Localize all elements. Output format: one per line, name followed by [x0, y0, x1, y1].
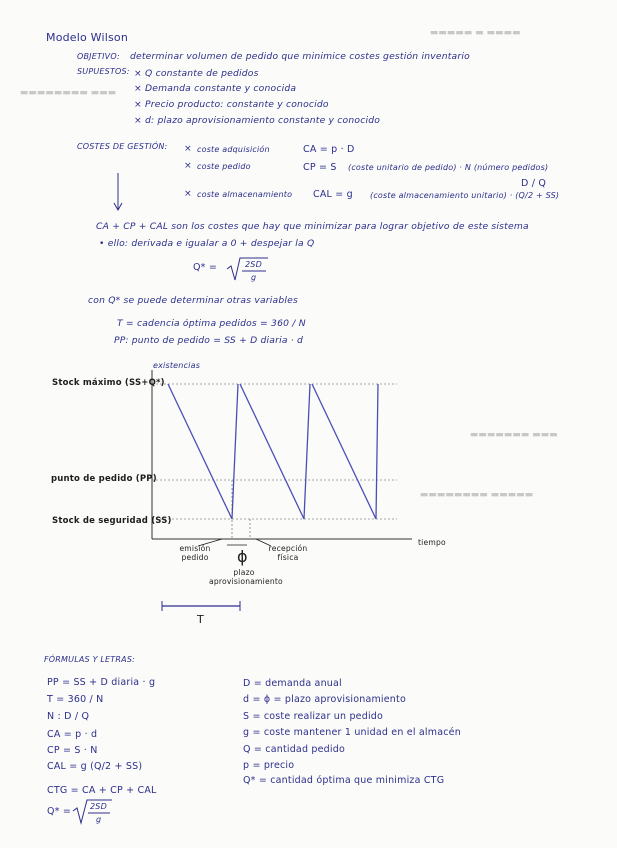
otras-T: T = cadencia óptima pedidos = 360 / N — [117, 318, 306, 329]
recepcion-label: recepción física — [268, 544, 308, 562]
formula-right: S = coste realizar un pedido — [243, 711, 384, 722]
plazo-label: plazo aprovisionamiento — [209, 568, 283, 586]
coste-note: (coste unitario de pedido) · N (número pedidos) — [348, 163, 549, 172]
supuesto-item: × Precio producto: constante y conocido — [134, 99, 329, 110]
formula-left: T = 360 / N — [47, 694, 104, 705]
supuesto-item: × Demanda constante y conocida — [134, 83, 297, 94]
consumption-line — [312, 384, 376, 519]
formula-left: N : D / Q — [47, 711, 90, 722]
coste-note: (coste almacenamiento unitario) · (Q/2 + SS) — [370, 191, 560, 200]
formula-right: d = ϕ = plazo aprovisionamiento — [243, 694, 406, 705]
bleed-through-mark: ▬▬▬ ▬▬▬▬▬▬▬▬ — [20, 88, 117, 98]
formula-right: g = coste mantener 1 unidad en el almacén — [243, 727, 461, 738]
qstar-den: g — [251, 273, 257, 282]
coste-bullet: × — [184, 160, 192, 171]
coste-bullet: × — [184, 188, 192, 199]
y-level-label: Stock de seguridad (SS) — [52, 516, 172, 526]
formulas-header: FÓRMULAS Y LETRAS: — [44, 655, 135, 664]
consumption-line — [240, 384, 304, 519]
d-over-q: D / Q — [521, 178, 547, 189]
restock-line — [376, 384, 378, 519]
objective-line: • ello: derivada e igualar a 0 + despejar la Q — [99, 238, 315, 249]
formula-right: p = precio — [243, 760, 295, 771]
bleed-through-mark: ▬▬▬▬ ▬ ▬▬▬▬▬ — [430, 28, 521, 38]
objetivo-text: determinar volumen de pedido que minimice costes gestión inventario — [130, 51, 470, 62]
coste-formula: CP = S — [303, 162, 337, 173]
y-level-label: Stock máximo (SS+Q*) — [52, 378, 165, 388]
bleed-through-mark: ▬▬▬▬▬ ▬▬▬▬▬▬▬▬ — [420, 490, 534, 500]
restock-line — [232, 384, 238, 519]
otras-intro: con Q* se puede determinar otras variables — [88, 295, 298, 306]
supuestos-label: SUPUESTOS: — [77, 67, 130, 76]
coste-bullet: × — [184, 143, 192, 154]
qstar-lhs: Q* = — [193, 262, 218, 273]
objective-line: CA + CP + CAL son los costes que hay que minimizar para lograr objetivo de este sistema — [96, 221, 529, 232]
formula-right: Q* = cantidad óptima que minimiza CTG — [243, 775, 445, 786]
restock-line — [304, 384, 310, 519]
formula-left: CA = p · d — [47, 729, 98, 740]
qstar-num: 2SD — [245, 260, 262, 269]
y-level-label: punto de pedido (PP) — [51, 474, 157, 484]
coste-name: coste pedido — [197, 162, 251, 171]
coste-formula: CA = p · D — [303, 144, 355, 155]
bleed-through-mark: ▬▬▬ ▬▬▬▬▬▬▬ — [470, 430, 558, 440]
formula-left: CAL = g (Q/2 + SS) — [47, 761, 143, 772]
coste-name: coste adquisición — [197, 145, 270, 154]
emision-label: emisión pedido — [179, 544, 211, 562]
costes-label: COSTES DE GESTIÓN: — [77, 142, 168, 151]
otras-PP: PP: punto de pedido = SS + D diaria · d — [114, 335, 304, 346]
consumption-line — [168, 384, 232, 519]
phi-label: ϕ — [237, 547, 248, 566]
formula-right: D = demanda anual — [243, 678, 342, 689]
chart-xlabel: tiempo — [418, 538, 446, 547]
qstar-num: 2SD — [90, 802, 107, 811]
formula-right: Q = cantidad pedido — [243, 744, 345, 755]
supuesto-item: × Q constante de pedidos — [134, 68, 259, 79]
qstar-lhs: Q* = — [47, 806, 72, 817]
T-label: T — [197, 613, 204, 626]
coste-formula: CAL = g — [313, 189, 353, 200]
page-title: Modelo Wilson — [46, 31, 129, 44]
chart-ylabel: existencias — [153, 361, 201, 370]
qstar-den: g — [96, 815, 102, 824]
formula-left: CP = S · N — [47, 745, 98, 756]
supuesto-item: × d: plazo aprovisionamiento constante y conocido — [134, 115, 381, 126]
coste-name: coste almacenamiento — [197, 190, 293, 199]
formula-left: CTG = CA + CP + CAL — [47, 785, 157, 796]
objetivo-label: OBJETIVO: — [77, 52, 120, 61]
formula-left: PP = SS + D diaria · g — [47, 677, 156, 688]
